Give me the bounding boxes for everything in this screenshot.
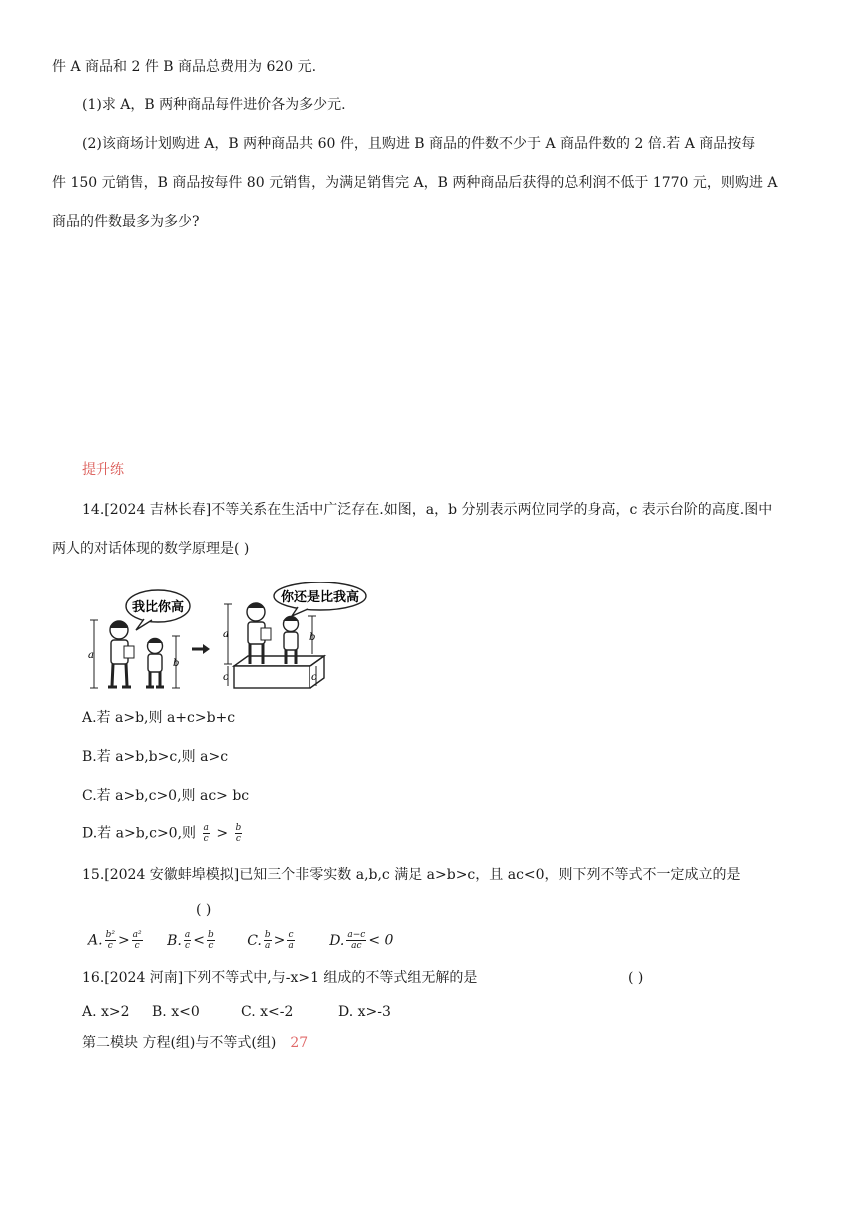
problem13-q2-line1: (2)该商场计划购进 A，B 两种商品共 60 件，且购进 B 商品的件数不少于 A 商品件数的 2 倍.若 A 商品按每 bbox=[82, 136, 756, 152]
problem14-option-b: B.若 a>b,b>c,则 a>c bbox=[82, 749, 229, 765]
label-c-left: c bbox=[223, 672, 229, 683]
label-b-right: b bbox=[309, 632, 316, 643]
option-d-prefix: D.若 a>b,c>0,则 bbox=[82, 825, 197, 842]
label-a-right: a bbox=[223, 629, 229, 640]
problem16-option-b: B. x<0 bbox=[152, 1004, 200, 1020]
problem16-option-c: C. x<-2 bbox=[241, 1004, 294, 1020]
problem15-options: A. $\frac{\text{b²}}{c}$ > $\frac{\text{a²}}{c}$ B. $\frac{a}{c}$ < $\frac{b}{c}$ C. $\frac{b}{a}$ > $\frac{c}{a}$ D. $\frac{a-c}{ac}$ < 0 bbox=[88, 930, 394, 951]
problem15-stem: 15.[2024 安徽蚌埠模拟]已知三个非零实数 a,b,c 满足 a>b>c，且 ac<0，则下列不等式不一定成立的是 bbox=[82, 867, 741, 883]
problem16-stem: 16.[2024 河南]下列不等式中,与-x>1 组成的不等式组无解的是 bbox=[82, 970, 478, 986]
problem15-paren: ( ) bbox=[196, 902, 212, 918]
problem16-paren: ( ) bbox=[628, 970, 644, 986]
problem13-line1: 件 A 商品和 2 件 B 商品总费用为 620 元. bbox=[52, 59, 317, 75]
page-footer bbox=[82, 1033, 308, 1053]
option-d-frac2: $\frac{b}{c}$ bbox=[235, 823, 242, 844]
problem14-stem-line2: 两人的对话体现的数学原理是( ) bbox=[52, 541, 250, 557]
section-title: 提升练 bbox=[82, 462, 124, 478]
bubble-left-text: 我比你高 bbox=[131, 600, 185, 615]
page-number: 27 bbox=[290, 1035, 309, 1051]
problem14-option-a: A.若 a>b,则 a+c>b+c bbox=[82, 710, 236, 726]
label-b-left: b bbox=[173, 658, 180, 669]
problem16-option-d: D. x>-3 bbox=[338, 1004, 391, 1020]
footer-text: 第二模块 方程(组)与不等式(组) bbox=[82, 1035, 277, 1051]
height-comparison-figure bbox=[84, 582, 370, 694]
left-scene bbox=[88, 590, 190, 688]
problem16-option-a: A. x>2 bbox=[82, 1004, 130, 1020]
problem13-q2-line3: 商品的件数最多为多少? bbox=[52, 214, 200, 230]
option-d-op: > bbox=[216, 825, 229, 842]
option-d-frac1: $\frac{a}{c}$ bbox=[203, 823, 209, 844]
problem14-option-d bbox=[82, 823, 244, 844]
problem14-stem-line1: 14.[2024 吉林长春]不等关系在生活中广泛存在.如图，a，b 分别表示两位同学的身高，c 表示台阶的高度.图中 bbox=[82, 502, 773, 518]
label-a-left: a bbox=[88, 650, 94, 661]
problem13-q2-line2: 件 150 元销售，B 商品按每件 80 元销售，为满足销售完 A，B 两种商品后获得的总利润不低于 1770 元，则购进 A bbox=[52, 175, 778, 191]
problem14-option-c: C.若 a>b,c>0,则 ac> bc bbox=[82, 788, 250, 804]
problem13-q1: (1)求 A，B 两种商品每件进价各为多少元. bbox=[82, 97, 346, 113]
label-c-right: c bbox=[311, 672, 317, 683]
bubble-right-text: 你还是比我高 bbox=[280, 590, 360, 605]
right-scene bbox=[223, 582, 366, 688]
